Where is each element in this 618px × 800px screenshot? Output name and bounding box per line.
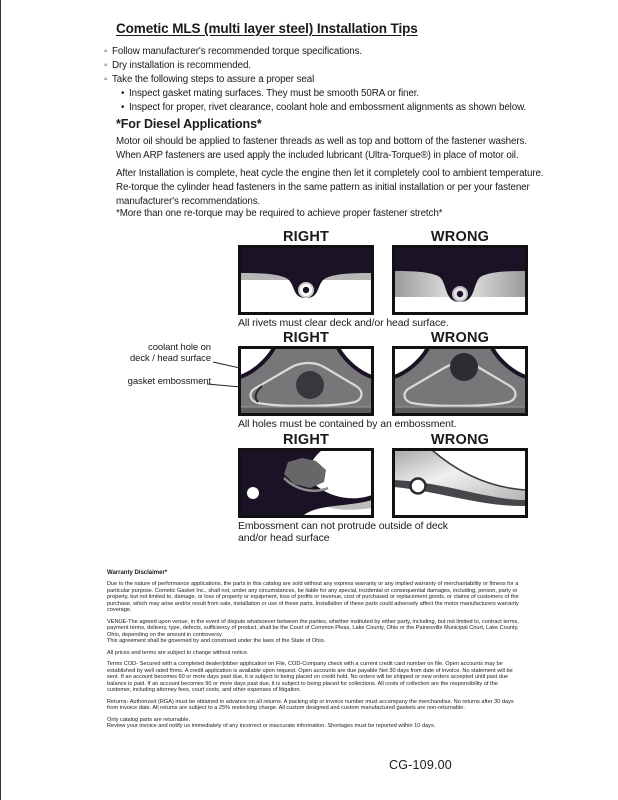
coolant-hole-label-line1: coolant hole on — [148, 342, 211, 353]
open-bullet-icon: ◦ — [104, 46, 108, 57]
rivet-wrong-diagram — [392, 245, 528, 315]
open-bullet-icon: ◦ — [104, 74, 108, 85]
embossment-inside-deck-illustration — [238, 448, 374, 518]
row3-caption — [238, 520, 468, 544]
warranty-paragraph: Only catalog parts are returnable. — [107, 716, 191, 723]
filled-bullet-icon: • — [121, 102, 125, 113]
rivet-right-diagram — [238, 245, 374, 315]
list-item — [104, 73, 544, 87]
embossment-wrong-diagram — [392, 346, 528, 416]
list-item — [104, 101, 544, 115]
warranty-paragraph: This agreement shall be governed by and construed under the laws of the State of Ohio. — [107, 638, 326, 644]
warranty-paragraph: Returns- Authorized (RGA) must be obtained in advance on all returns. A packing slip or invoice number must accompany the merchandise. No returns after 30 days from invoice date. All returns are subject to a 25% restocking charge. All custom designed and custom manufactured gaskets are non-returnable. — [107, 698, 514, 711]
deck-edge-wrong-diagram — [392, 448, 528, 518]
list-item — [104, 45, 544, 59]
rivet-clear-deck-illustration — [238, 245, 374, 315]
deck-edge-right-diagram — [238, 448, 374, 518]
diesel-paragraph-2: After Installation is complete, heat cycle the engine then let it completely cool to ambient temperature. Re-torque the cylinder head fasteners in the same pattern as initial installation or per your fastener manufacturer's recommendations. — [116, 168, 544, 207]
row2-caption: All holes must be contained by an embossment. — [238, 418, 457, 430]
row2-wrong-header: WRONG — [430, 330, 490, 346]
list-item — [104, 59, 544, 73]
row1-wrong-header: WRONG — [430, 229, 490, 245]
page-code: CG-109.00 — [389, 758, 452, 772]
warranty-disclaimer — [107, 581, 523, 735]
coolant-hole-label-line2: deck / head surface — [129, 352, 211, 364]
warranty-paragraph: Review your invoice and notify us immediately of any incorrect or inaccurate information. Shortages must be reported within 10 days. — [107, 723, 436, 729]
row1-caption: All rivets must clear deck and/or head surface. — [238, 317, 449, 329]
embossment-protruding-illustration — [392, 448, 528, 518]
retorque-note: *More than one re-torque may be required to achieve proper fastener stretch* — [116, 208, 443, 219]
diesel-applications-heading: *For Diesel Applications* — [116, 117, 262, 131]
row3-caption-line1: Embossment can not protrude outside of deck — [238, 520, 448, 532]
warranty-paragraph: All prices and terms are subject to change without notice. — [107, 649, 249, 656]
row1-right-header: RIGHT — [282, 229, 330, 245]
row3-right-header: RIGHT — [282, 432, 330, 448]
tip-text: Inspect for proper, rivet clearance, coolant hole and embossment alignments as shown below. — [129, 102, 527, 113]
tip-text: Inspect gasket mating surfaces. They must be smooth 50RA or finer. — [129, 88, 419, 99]
installation-tips-list — [104, 45, 544, 115]
tip-text: Take the following steps to assure a proper seal — [112, 74, 315, 85]
rivet-touching-deck-illustration — [392, 245, 528, 315]
tip-text: Follow manufacturer's recommended torque specifications. — [112, 46, 363, 57]
warranty-paragraph: Due to the nature of performance applications, the parts in this catalog are sold without any express warranty or any implied warranty of merchantability or fitness for a particular purpose. Cometic Gasket Inc., shall not, under any circumstances, be liable for any special, incidental or consequential damages, including, person, party or property, but not limited to, damage, or loss of property or equipment, loss of profits or revenue, cost of purchased or replacement goods, or claims of customers of the purchase, which may arise and/or result from sale, installation or use of these parts. Installation of these parts could adversely affect the motor manufacturers warranty coverage. — [107, 581, 519, 613]
embossment-right-diagram — [238, 346, 374, 416]
hole-inside-embossment-illustration — [238, 346, 374, 416]
row3-caption-line2: and/or head surface — [238, 532, 330, 544]
warranty-heading: Warranty Disclaimer* — [107, 570, 168, 576]
gasket-embossment-label: gasket embossment — [127, 376, 211, 387]
warranty-paragraph: Terms COD- Secured with a completed dealer/jobber application on File, COD-Company check with a current credit card number on file. Open accounts may be established by well rated firms. A credit application is available upon request. Open accounts are due payable Net 30 days from date of invoice. No statement will be sent. If an account becomes 60 or more days past due, it is subject to being placed on credit hold. No orders will be shipped or new orders accepted until past due balance is paid. If an account becomes 90 or more days past due, it is subject to being placed for collections. All costs of collection are the responsibility of the customer, including attorney fees, court costs, and other expenses of litigation. — [107, 661, 513, 693]
open-bullet-icon: ◦ — [104, 60, 108, 71]
page-title: Cometic MLS (multi layer steel) Installation Tips — [116, 21, 418, 36]
tip-text: Dry installation is recommended. — [112, 60, 251, 71]
warranty-paragraph: VENUE-The agreed upon venue, in the event of dispute whatsoever between the parties, whether instituted by either party, including, but not limited to, contract terms, payment terms, delivery, type, defects, sufficiency of product, shall be the Court of Common Pleas, Lake County, Ohio or the Painesville Municipal Court, Lake County, Ohio, depending on the amount in controversy. — [107, 618, 519, 638]
hole-outside-embossment-illustration — [392, 346, 528, 416]
coolant-hole-label — [97, 343, 211, 364]
row2-right-header: RIGHT — [282, 330, 330, 346]
filled-bullet-icon: • — [121, 88, 125, 99]
row3-wrong-header: WRONG — [430, 432, 490, 448]
list-item — [104, 87, 544, 101]
diesel-paragraph-1: Motor oil should be applied to fastener threads as well as top and bottom of the fastener washers. When ARP fasteners are used apply the included lubricant (Ultra-Torque®) in place of motor oil. — [116, 136, 527, 161]
